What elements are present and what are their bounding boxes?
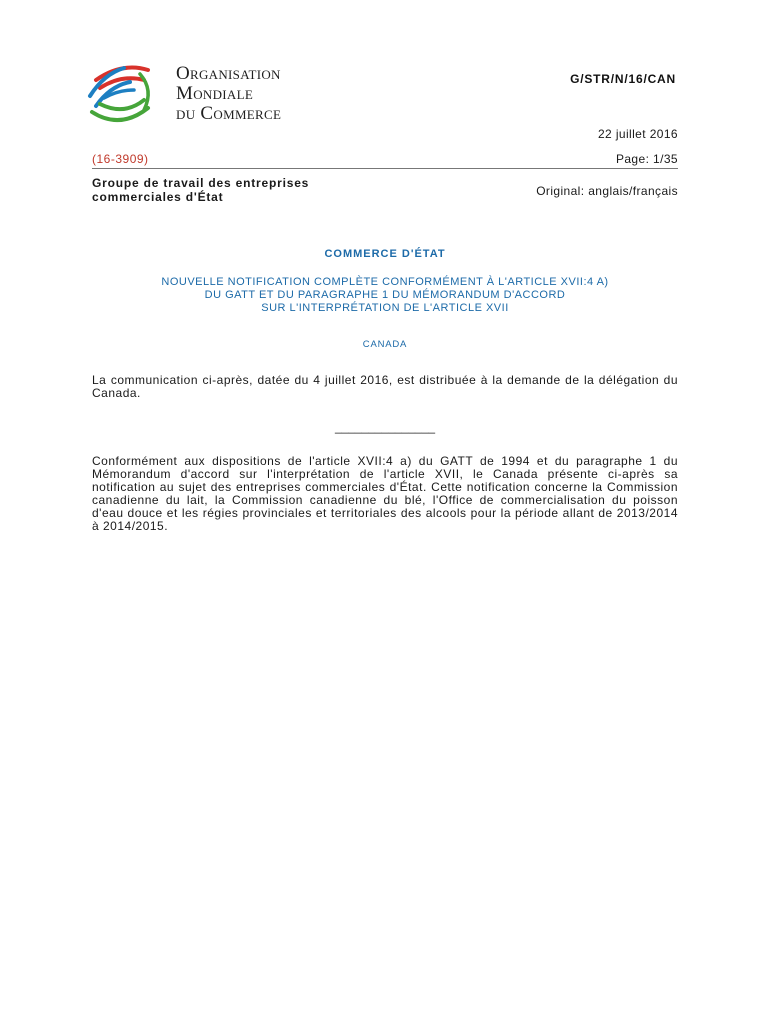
- wto-logo: [82, 60, 162, 130]
- document-symbol: G/STR/N/16/CAN: [570, 72, 676, 86]
- document-number: (16-3909): [92, 152, 149, 166]
- document-title: COMMERCE D'ÉTAT: [324, 248, 446, 260]
- document-subtitle: [92, 276, 678, 315]
- original-language: Original: anglais/français: [536, 184, 678, 198]
- organization-name: [176, 64, 281, 124]
- working-group: Groupe de travail des entreprises commerciales d'État: [92, 176, 310, 204]
- org-name-line-1: Organisation: [176, 63, 281, 84]
- intro-paragraph: La communication ci-après, datée du 4 juillet 2016, est distribuée à la demande de la délégation du Canada.: [92, 373, 678, 400]
- subtitle-line-2: DU GATT ET DU PARAGRAPHE 1 DU MÉMORANDUM D'ACCORD: [204, 289, 566, 301]
- country-heading: CANADA: [362, 339, 408, 350]
- org-name-line-3: du Commerce: [176, 103, 282, 124]
- document-date: 22 juillet 2016: [597, 127, 678, 141]
- subtitle-line-1: NOUVELLE NOTIFICATION COMPLÈTE CONFORMÉMENT À L'ARTICLE XVII:4 A): [161, 276, 609, 288]
- section-separator: _______________: [334, 420, 436, 434]
- subtitle-line-3: SUR L'INTERPRÉTATION DE L'ARTICLE XVII: [261, 302, 509, 314]
- header-divider: [92, 168, 678, 169]
- body-paragraph: Conformément aux dispositions de l'article XVII:4 a) du GATT de 1994 et du paragraphe 1 du Mémorandum d'accord sur l'interprétation de l'article XVII, le Canada présente ci-après sa notification au sujet des entreprises commerciales d'État. Cette notification concerne la Commission canadienne du lait, la Commission canadienne du blé, l'Office de commercialisation du poisson d'eau douce et les régies provinciales et territoriales des alcools pour la période allant de 2013/2014 à 2014/2015.: [92, 454, 678, 533]
- page-indicator: Page: 1/35: [615, 152, 678, 166]
- org-name-line-2: Mondiale: [176, 83, 254, 104]
